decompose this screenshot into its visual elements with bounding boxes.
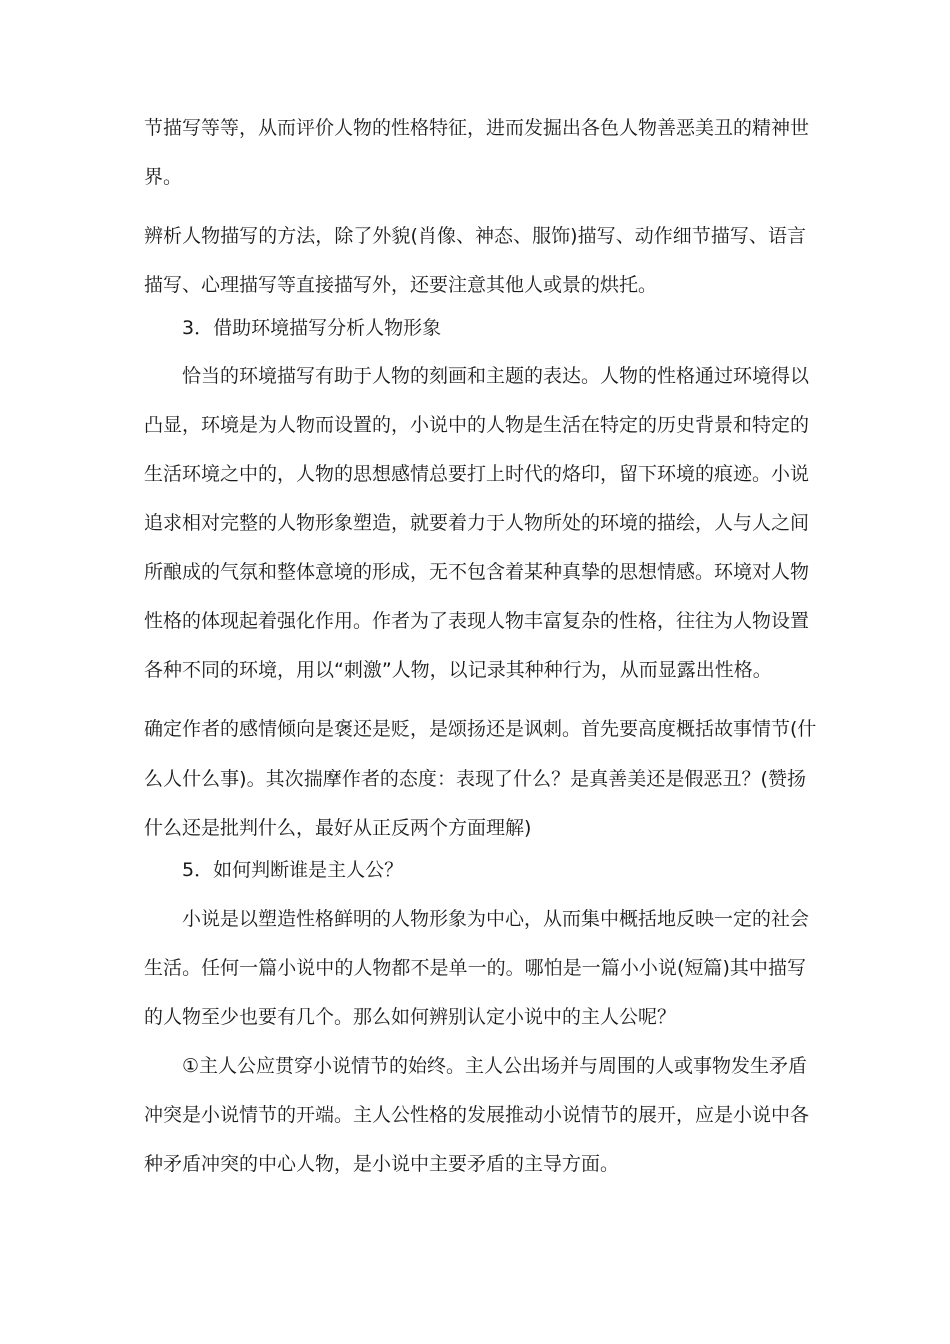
text-line-8: 生活环境之中的，人物的思想感情总要打上时代的烙印，留下环境的痕迹。小说 [144,463,810,485]
text-line-14: 么人什么事)。其次揣摩作者的态度：表现了什么？是真善美还是假恶丑？(赞扬 [144,768,806,790]
text-line-21: 冲突是小说情节的开端。主人公性格的发展推动小说情节的展开，应是小说中各 [144,1104,810,1126]
text-line-2: 界。 [144,166,183,188]
text-line-22: 种矛盾冲突的中心人物，是小说中主要矛盾的主导方面。 [144,1153,620,1175]
text-line-12: 各种不同的环境，用以“刺激”人物，以记录其种种行为，从而显露出性格。 [144,659,772,681]
text-line-1: 节描写等等，从而评价人物的性格特征，进而发掘出各色人物善恶美丑的精神世 [144,117,810,139]
text-line-9: 追求相对完整的人物形象塑造，就要着力于人物所处的环境的描绘，人与人之间 [144,512,810,534]
section-heading-3: 3．借助环境描写分析人物形象 [182,317,442,339]
section-heading-5: 5．如何判断谁是主人公？ [182,859,404,881]
text-line-11: 性格的体现起着强化作用。作者为了表现人物丰富复杂的性格，往往为人物设置 [144,610,810,632]
text-line-6: 恰当的环境描写有助于人物的刻画和主题的表达。人物的性格通过环境得以 [182,365,810,387]
text-line-19: 的人物至少也要有几个。那么如何辨别认定小说中的主人公呢？ [144,1006,677,1028]
text-line-13: 确定作者的感情倾向是褒还是贬，是颂扬还是讽刺。首先要高度概括故事情节(什 [144,718,817,740]
text-line-4: 描写、心理描写等直接描写外，还要注意其他人或景的烘托。 [144,274,658,296]
text-line-15: 什么还是批判什么，最好从正反两个方面理解) [144,817,532,839]
text-line-17: 小说是以塑造性格鲜明的人物形象为中心，从而集中概括地反映一定的社会 [182,908,810,930]
text-line-18: 生活。任何一篇小说中的人物都不是单一的。哪怕是一篇小小说(短篇)其中描写 [144,957,806,979]
text-line-20: ①主人公应贯穿小说情节的始终。主人公出场并与周围的人或事物发生矛盾 [182,1055,808,1077]
text-line-3: 辨析人物描写的方法，除了外貌(肖像、神态、服饰)描写、动作细节描写、语言 [144,225,806,247]
text-line-7: 凸显，环境是为人物而设置的，小说中的人物是生活在特定的历史背景和特定的 [144,414,810,436]
text-line-10: 所酿成的气氛和整体意境的形成，无不包含着某种真挚的思想情感。环境对人物 [144,561,810,583]
